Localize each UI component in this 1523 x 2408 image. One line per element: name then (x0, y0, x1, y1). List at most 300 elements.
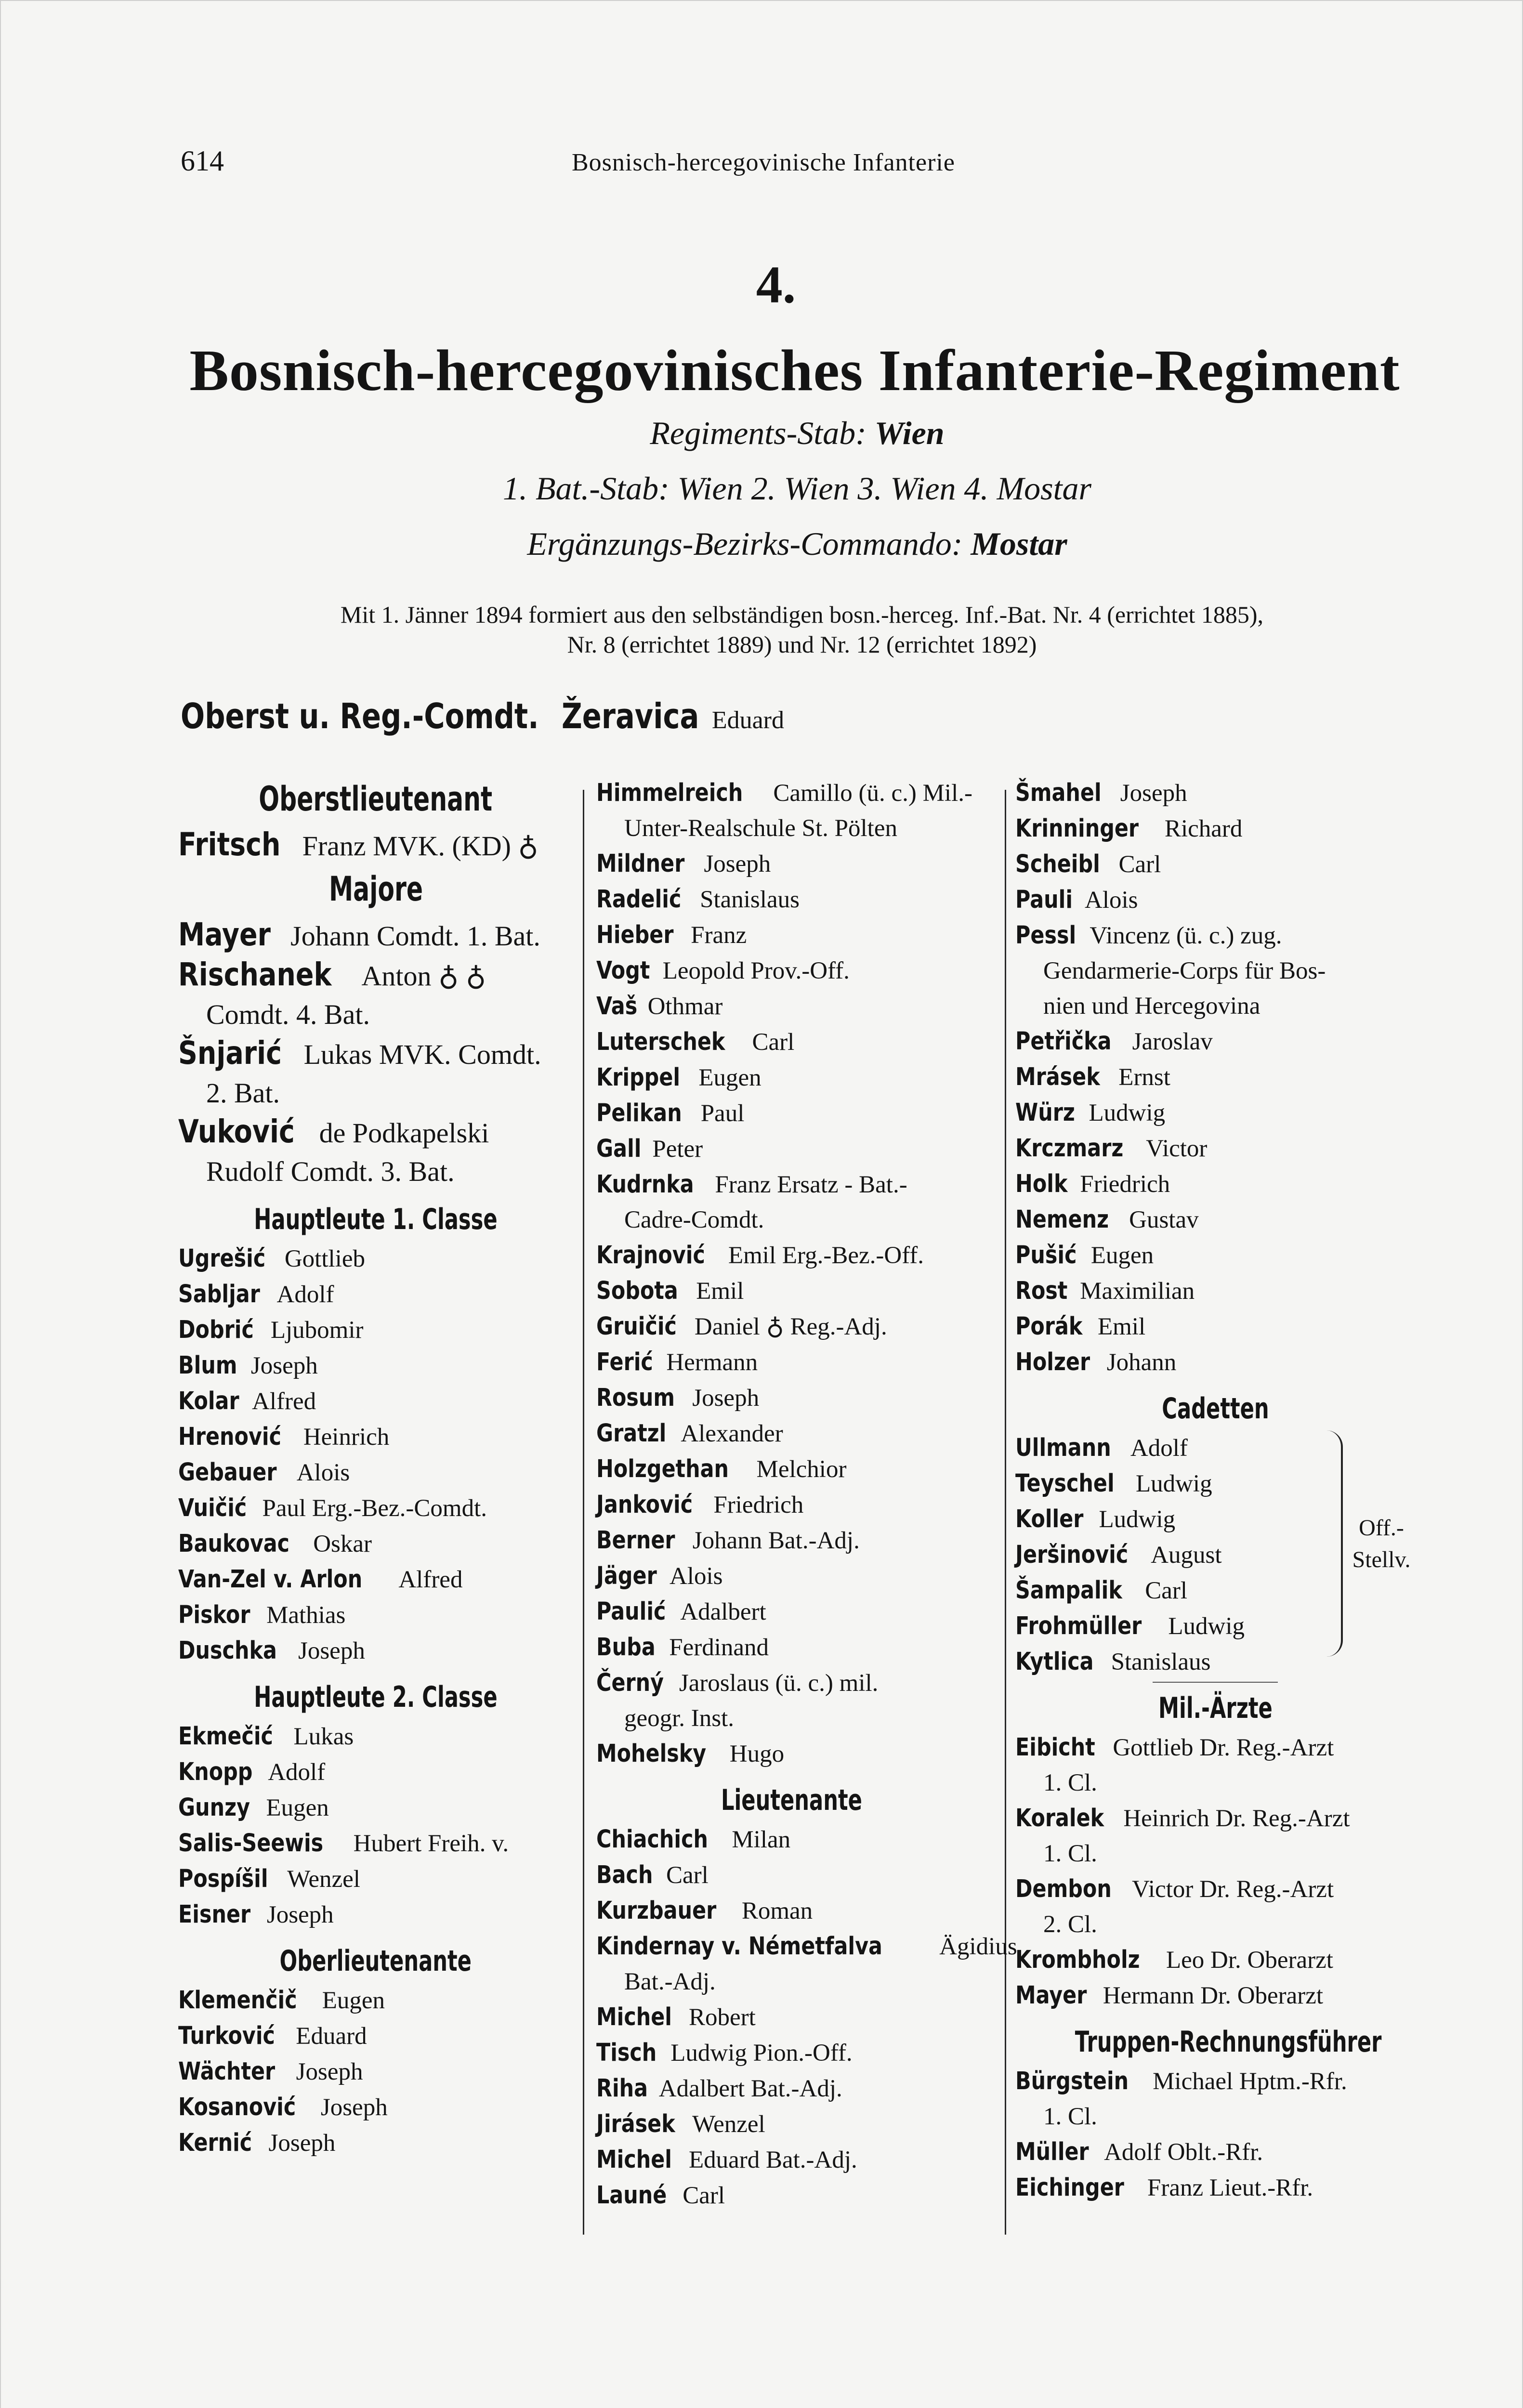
person-entry (596, 1822, 986, 1858)
person-entry (178, 1312, 573, 1348)
person-surname: Michel (596, 2003, 672, 2031)
person-entry (178, 1861, 573, 1897)
person-details: Hermann (666, 1349, 758, 1376)
person-entry (596, 1893, 986, 1929)
person-details: Joseph (1120, 780, 1187, 807)
formation-note-line-1: Mit 1. Jänner 1894 formiert aus den selbständigen bosn.-herceg. Inf.-Bat. Nr. 4 (errichtet 1885), (340, 601, 1264, 628)
person-surname: Kolar (178, 1387, 239, 1415)
person-surname: Duschka (178, 1636, 277, 1665)
page-number: 614 (181, 145, 224, 177)
entry-list (1015, 775, 1415, 1380)
person-surname: Paulić (596, 1597, 666, 1626)
person-entry (178, 1897, 573, 1933)
entry-text: 1. Cl. (1043, 1840, 1097, 1867)
person-entry (1015, 1095, 1415, 1131)
entry-text: 1. Cl. (1043, 2103, 1097, 2130)
entry-text: geogr. Inst. (624, 1705, 735, 1732)
person-details: Friedrich (1080, 1171, 1170, 1198)
person-entry (596, 989, 986, 1024)
person-surname: Koralek (1015, 1804, 1104, 1832)
section-heading: Hauptleute 2. Classe (254, 1680, 498, 1714)
person-details: Johann (1106, 1349, 1177, 1376)
person-surname: Klemenčič (178, 1986, 297, 2015)
person-surname: Michel (596, 2146, 672, 2174)
person-details: Victor Dr. Reg.-Arzt (1132, 1876, 1334, 1903)
entry-continuation (1015, 954, 1415, 989)
person-details: Jaroslaus (ü. c.) mil. (679, 1670, 879, 1697)
person-details: Heinrich (303, 1424, 390, 1451)
person-details: Stanislaus (700, 886, 800, 913)
person-surname: Jäger (596, 1562, 657, 1590)
person-details: Maximilian (1080, 1278, 1195, 1305)
person-entry (1015, 2134, 1415, 2170)
person-details: Emil (1098, 1313, 1146, 1340)
person-details: Ljubomir (270, 1317, 364, 1344)
person-surname: Himmelreich (596, 779, 743, 807)
person-details: Ludwig (1089, 1099, 1166, 1126)
person-surname: Jeršinović (1015, 1541, 1129, 1569)
person-details: Victor (1146, 1135, 1208, 1162)
person-surname: Mohelsky (596, 1740, 707, 1768)
person-surname: Dobrić (178, 1316, 254, 1344)
person-surname: Eichinger (1015, 2173, 1124, 2202)
person-surname: Šmahel (1015, 779, 1102, 807)
colonel-label: Oberst u. Reg.-Comdt. (181, 696, 539, 736)
person-details: Lukas (293, 1723, 354, 1750)
running-title: Bosnisch-hercegovinische Infanterie (572, 149, 955, 176)
person-surname: Eibicht (1015, 1733, 1095, 1762)
person-entry (596, 775, 986, 811)
person-details: Richard (1164, 815, 1243, 842)
person-entry (596, 846, 986, 882)
person-surname: Gall (596, 1135, 642, 1163)
person-entry (1015, 1978, 1415, 2014)
person-details: Leopold Prov.-Off. (662, 957, 850, 984)
person-entry (178, 1348, 573, 1384)
colonel-first-name: Eduard (711, 707, 784, 734)
person-entry (178, 1034, 573, 1074)
person-surname: Mayer (178, 916, 271, 953)
person-surname: Kudrnka (596, 1170, 694, 1199)
person-details: Joseph (298, 1637, 365, 1664)
person-entry (178, 1754, 573, 1790)
entry-continuation (596, 1701, 986, 1736)
person-surname: Riha (596, 2074, 648, 2103)
person-surname: Holzgethan (596, 1455, 729, 1483)
person-details: Hermann Dr. Oberarzt (1103, 1982, 1324, 2009)
person-details: Daniel ♁ Reg.-Adj. (694, 1313, 887, 1340)
entry-continuation (1015, 2099, 1415, 2134)
person-details: Alexander (681, 1420, 783, 1447)
running-head (181, 144, 1510, 183)
person-surname: Fritsch (178, 826, 281, 863)
section-heading: Truppen-Rechnungsführer (1075, 2025, 1382, 2059)
person-details: Ernst (1118, 1064, 1170, 1091)
person-entry (178, 1719, 573, 1754)
person-details: Camillo (ü. c.) Mil.- (773, 780, 972, 807)
person-details: Alfred (398, 1566, 463, 1593)
entry-list (178, 916, 573, 1191)
person-surname: Rost (1015, 1277, 1068, 1305)
person-surname: Šampalik (1015, 1576, 1122, 1605)
person-entry (596, 1452, 986, 1487)
person-surname: Krinninger (1015, 814, 1139, 843)
section-heading: Oberlieutenante (279, 1944, 472, 1978)
person-entry (1015, 811, 1415, 847)
entry-continuation (1015, 1766, 1415, 1801)
person-entry (1015, 1430, 1415, 1466)
person-surname: Vaš (596, 992, 638, 1021)
person-surname: Hieber (596, 921, 674, 949)
cadets-group (1015, 1430, 1415, 1680)
person-entry (596, 1630, 986, 1665)
formation-note-line-2: Nr. 8 (errichtet 1889) und Nr. 12 (errichtet 1892) (567, 631, 1037, 658)
person-surname: Turković (178, 2022, 275, 2050)
person-details: Eugen (266, 1794, 329, 1821)
person-entry (1015, 1871, 1415, 1907)
person-surname: Teyschel (1015, 1469, 1115, 1498)
person-entry (596, 2000, 986, 2035)
person-entry (596, 1238, 986, 1273)
entry-text: Gendarmerie-Corps für Bos- (1043, 957, 1326, 984)
person-details: Vincenz (ü. c.) zug. (1090, 922, 1282, 949)
person-entry (1015, 918, 1415, 954)
regiment-staff-label: Regiments-Stab: (650, 415, 867, 451)
person-details: Adalbert (680, 1598, 766, 1625)
person-entry (1015, 1238, 1415, 1273)
person-surname: Chiachich (596, 1825, 709, 1854)
person-entry (1015, 1166, 1415, 1202)
person-entry (596, 1416, 986, 1452)
person-details: Ägidius (939, 1933, 1017, 1960)
person-details: Joseph (250, 1352, 318, 1379)
person-details: Adolf Oblt.-Rfr. (1104, 2139, 1263, 2166)
person-surname: Eisner (178, 1900, 251, 1929)
person-surname: Knopp (178, 1758, 253, 1786)
person-details: Eugen (322, 1987, 385, 2014)
person-details: Melchior (756, 1456, 847, 1483)
entry-text: nien und Hercegovina (1043, 993, 1260, 1020)
person-entry (178, 1419, 573, 1455)
person-surname: Launé (596, 2181, 667, 2210)
person-entry (596, 953, 986, 989)
section-heading: Cadetten (1161, 1392, 1269, 1426)
person-surname: Ullmann (1015, 1434, 1111, 1462)
person-surname: Krajnović (596, 1241, 705, 1269)
person-details: Robert (688, 2004, 756, 2031)
person-entry (596, 2035, 986, 2071)
person-entry (178, 2054, 573, 2090)
person-entry (1015, 882, 1415, 918)
entry-text: Unter-Realschule St. Pölten (624, 815, 897, 842)
person-entry (596, 1345, 986, 1380)
cadets-note: Off.- Stellv. (1352, 1515, 1411, 1572)
person-entry (178, 1277, 573, 1312)
colonel-line (181, 696, 1433, 736)
person-entry (1015, 1345, 1415, 1380)
person-surname: Salis-Seewis (178, 1829, 324, 1858)
entry-text: 2. Cl. (1043, 1911, 1097, 1938)
person-entry (1015, 1273, 1415, 1309)
person-details: Emil Erg.-Bez.-Off. (728, 1242, 924, 1269)
person-details: Leo Dr. Oberarzt (1166, 1947, 1333, 1974)
person-surname: Radelić (596, 885, 682, 914)
person-details: Adalbert Bat.-Adj. (658, 2075, 842, 2102)
person-surname: Gebauer (178, 1458, 277, 1487)
person-details: Lukas MVK. Comdt. (303, 1039, 541, 1070)
person-details: Eugen (1090, 1242, 1154, 1269)
person-surname: Pessl (1015, 921, 1077, 950)
person-details: Carl (1145, 1577, 1188, 1604)
person-details: Franz Lieut.-Rfr. (1147, 2174, 1313, 2201)
person-details: Adolf (276, 1281, 334, 1308)
section-heading: Mil.-Ärzte (1158, 1691, 1273, 1725)
entry-list (1015, 1730, 1415, 2014)
person-surname: Jirásek (596, 2110, 675, 2138)
person-surname: Holk (1015, 1170, 1068, 1198)
person-surname: Mrásek (1015, 1063, 1100, 1091)
person-entry (1015, 1801, 1415, 1836)
person-entry (178, 1597, 573, 1633)
column-divider-2 (1005, 790, 1006, 2235)
person-details: Carl (1118, 851, 1161, 878)
person-details: Ludwig Pion.-Off. (670, 2040, 853, 2067)
person-entry (596, 1487, 986, 1523)
person-details: Ludwig (1168, 1613, 1245, 1640)
person-details: Gustav (1129, 1206, 1199, 1233)
person-surname: Buba (596, 1633, 656, 1662)
person-surname: Janković (596, 1491, 693, 1519)
person-entry (596, 1131, 986, 1167)
column-divider-1 (583, 790, 584, 2235)
colonel-name: Žeravica (561, 696, 699, 736)
person-surname: Vuković (178, 1113, 295, 1150)
person-entry (178, 1384, 573, 1419)
person-surname: Pospíšil (178, 1865, 268, 1893)
entry-list (178, 1719, 573, 1933)
regiment-staff-value: Wien (874, 415, 945, 451)
person-entry (178, 2090, 573, 2125)
person-details: Emil (696, 1278, 744, 1305)
person-surname: Vogt (596, 956, 650, 985)
person-entry (596, 2071, 986, 2107)
person-surname: Tisch (596, 2039, 657, 2067)
person-details: Hugo (729, 1741, 785, 1767)
person-surname: Kytlica (1015, 1648, 1094, 1676)
entry-list (178, 1983, 573, 2161)
person-details: Eduard Bat.-Adj. (688, 2146, 857, 2173)
person-entry (596, 1929, 1017, 1964)
person-entry (1015, 2064, 1415, 2099)
person-entry (596, 1309, 986, 1345)
person-entry (596, 1523, 986, 1558)
column-3 (1015, 775, 1415, 2206)
person-details: Gottlieb (284, 1245, 365, 1272)
person-entry (1015, 1024, 1415, 1060)
person-details: Franz MVK. (KD) ♁ (302, 830, 538, 862)
section-heading: Majore (328, 869, 423, 909)
person-surname: Gruičić (596, 1312, 677, 1341)
column-2 (596, 775, 1017, 2213)
person-entry (178, 2018, 573, 2054)
entry-text: 1. Cl. (1043, 1769, 1097, 1796)
person-details: Ludwig (1099, 1506, 1176, 1533)
entry-text: Rudolf Comdt. 3. Bat. (206, 1156, 455, 1187)
person-details: August (1151, 1542, 1222, 1569)
battalion-staff-line: 1. Bat.-Stab: Wien 2. Wien 3. Wien 4. Mostar (503, 470, 1091, 507)
person-entry (178, 1241, 573, 1277)
person-surname: Černý (596, 1669, 664, 1697)
person-details: Eduard (296, 2023, 367, 2050)
person-entry (1015, 1060, 1415, 1095)
person-entry (1015, 1609, 1415, 1644)
entry-continuation (596, 1964, 986, 2000)
person-entry (1015, 1644, 1415, 1680)
person-details: Johann Bat.-Adj. (692, 1527, 860, 1554)
person-entry (178, 1826, 573, 1861)
person-surname: Ekmečić (178, 1722, 273, 1751)
person-details: Franz (691, 922, 747, 949)
entry-continuation (1015, 1907, 1415, 1942)
person-details: Milan (732, 1826, 791, 1853)
person-details: Anton ♁ ♁ (361, 960, 486, 992)
entry-list (178, 1241, 573, 1669)
person-details: Joseph (268, 2130, 336, 2157)
person-surname: Pušić (1015, 1241, 1077, 1269)
entry-text: Comdt. 4. Bat. (206, 999, 370, 1030)
person-entry (596, 1558, 986, 1594)
person-entry (596, 917, 986, 953)
entry-list (1015, 2064, 1415, 2206)
person-details: Othmar (647, 993, 723, 1020)
person-surname: Gratzl (596, 1419, 667, 1448)
person-details: Friedrich (713, 1492, 804, 1518)
person-entry (1015, 1942, 1415, 1978)
entry-list (596, 775, 986, 1772)
section-heading: Oberstlieutenant (259, 779, 493, 819)
person-details: Jaroslav (1132, 1028, 1213, 1055)
person-details: Ferdinand (669, 1634, 769, 1661)
person-entry (596, 1858, 986, 1893)
brace-icon (1326, 1430, 1343, 1657)
person-details: Johann Comdt. 1. Bat. (290, 920, 540, 952)
person-details: Ludwig (1135, 1470, 1212, 1497)
entry-continuation (178, 1152, 573, 1191)
person-surname: Šnjarić (178, 1034, 282, 1072)
person-details: Wenzel (692, 2111, 765, 2138)
person-surname: Rosum (596, 1384, 675, 1412)
person-entry (596, 1736, 986, 1772)
person-details: Carl (683, 2182, 725, 2209)
person-details: Roman (741, 1898, 813, 1924)
regiment-staff-line (183, 414, 1411, 452)
person-details: Carl (752, 1029, 795, 1056)
person-details: Carl (666, 1862, 709, 1889)
person-entry (178, 1112, 573, 1152)
entry-continuation (1015, 1836, 1415, 1871)
person-surname: Sobota (596, 1277, 678, 1305)
person-entry (1015, 1202, 1415, 1238)
person-surname: Koller (1015, 1505, 1084, 1533)
person-entry (596, 1060, 986, 1096)
person-surname: Krombholz (1015, 1946, 1140, 1974)
person-entry (1015, 1131, 1415, 1166)
person-entry (1015, 2170, 1415, 2206)
person-entry (596, 1167, 986, 1203)
person-entry (178, 825, 573, 865)
person-surname: Hrenović (178, 1423, 281, 1451)
person-surname: Ugrešić (178, 1244, 266, 1273)
person-details: Joseph (296, 2058, 363, 2085)
person-surname: Ferić (596, 1348, 653, 1376)
person-details: de Podkapelski (319, 1117, 489, 1149)
person-details: Paul Erg.-Bez.-Comdt. (262, 1495, 487, 1522)
person-entry (1015, 1573, 1415, 1609)
person-surname: Pauli (1015, 886, 1073, 914)
person-surname: Mayer (1015, 1981, 1087, 2010)
person-details: Joseph (692, 1385, 760, 1412)
person-details: Hubert Freih. v. (353, 1830, 509, 1857)
person-details: Eugen (698, 1064, 762, 1091)
entry-continuation (1015, 989, 1415, 1024)
person-surname: Scheibl (1015, 850, 1100, 878)
person-entry (178, 1491, 573, 1526)
person-entry (178, 1455, 573, 1491)
person-entry (1015, 847, 1415, 882)
person-surname: Wächter (178, 2057, 276, 2086)
entry-list (596, 1822, 1017, 2213)
person-entry (178, 1633, 573, 1669)
person-details: Alois (669, 1563, 723, 1590)
person-entry (178, 1562, 573, 1597)
person-details: Franz Ersatz - Bat.- (715, 1171, 907, 1198)
person-surname: Frohmüller (1015, 1612, 1142, 1640)
person-entry (596, 1024, 986, 1060)
person-entry (178, 1526, 573, 1562)
regiment-number: 4. (756, 255, 796, 314)
entry-text: Cadre-Comdt. (624, 1206, 764, 1233)
person-details: Wenzel (287, 1866, 360, 1893)
entry-continuation (596, 1203, 986, 1238)
person-entry (178, 1983, 573, 2018)
person-entry (596, 2107, 986, 2142)
entry-text: Bat.-Adj. (624, 1968, 716, 1995)
person-surname: Porák (1015, 1312, 1083, 1341)
person-entry (596, 1665, 986, 1701)
person-entry (1015, 1466, 1415, 1502)
district-command-line (183, 525, 1411, 563)
person-surname: Petřička (1015, 1027, 1112, 1056)
person-details: Heinrich Dr. Reg.-Arzt (1123, 1805, 1350, 1832)
person-entry (596, 2178, 986, 2213)
section-heading: Hauptleute 1. Classe (254, 1203, 498, 1236)
person-surname: Kindernay v. Németfalva (596, 1932, 882, 1961)
person-details: Adolf (1130, 1435, 1188, 1462)
person-details: Alfred (252, 1388, 316, 1415)
person-details: Joseph (320, 2094, 388, 2121)
person-surname: Holzer (1015, 1348, 1090, 1376)
person-entry (178, 1790, 573, 1826)
entry-continuation (178, 1074, 573, 1112)
person-surname: Vuičić (178, 1494, 247, 1522)
person-details: Stanislaus (1111, 1649, 1211, 1675)
person-details: Paul (700, 1100, 745, 1127)
person-entry (596, 1594, 986, 1630)
person-surname: Kernić (178, 2129, 252, 2157)
person-entry (178, 955, 573, 995)
person-surname: Krippel (596, 1063, 681, 1092)
person-surname: Würz (1015, 1099, 1075, 1127)
